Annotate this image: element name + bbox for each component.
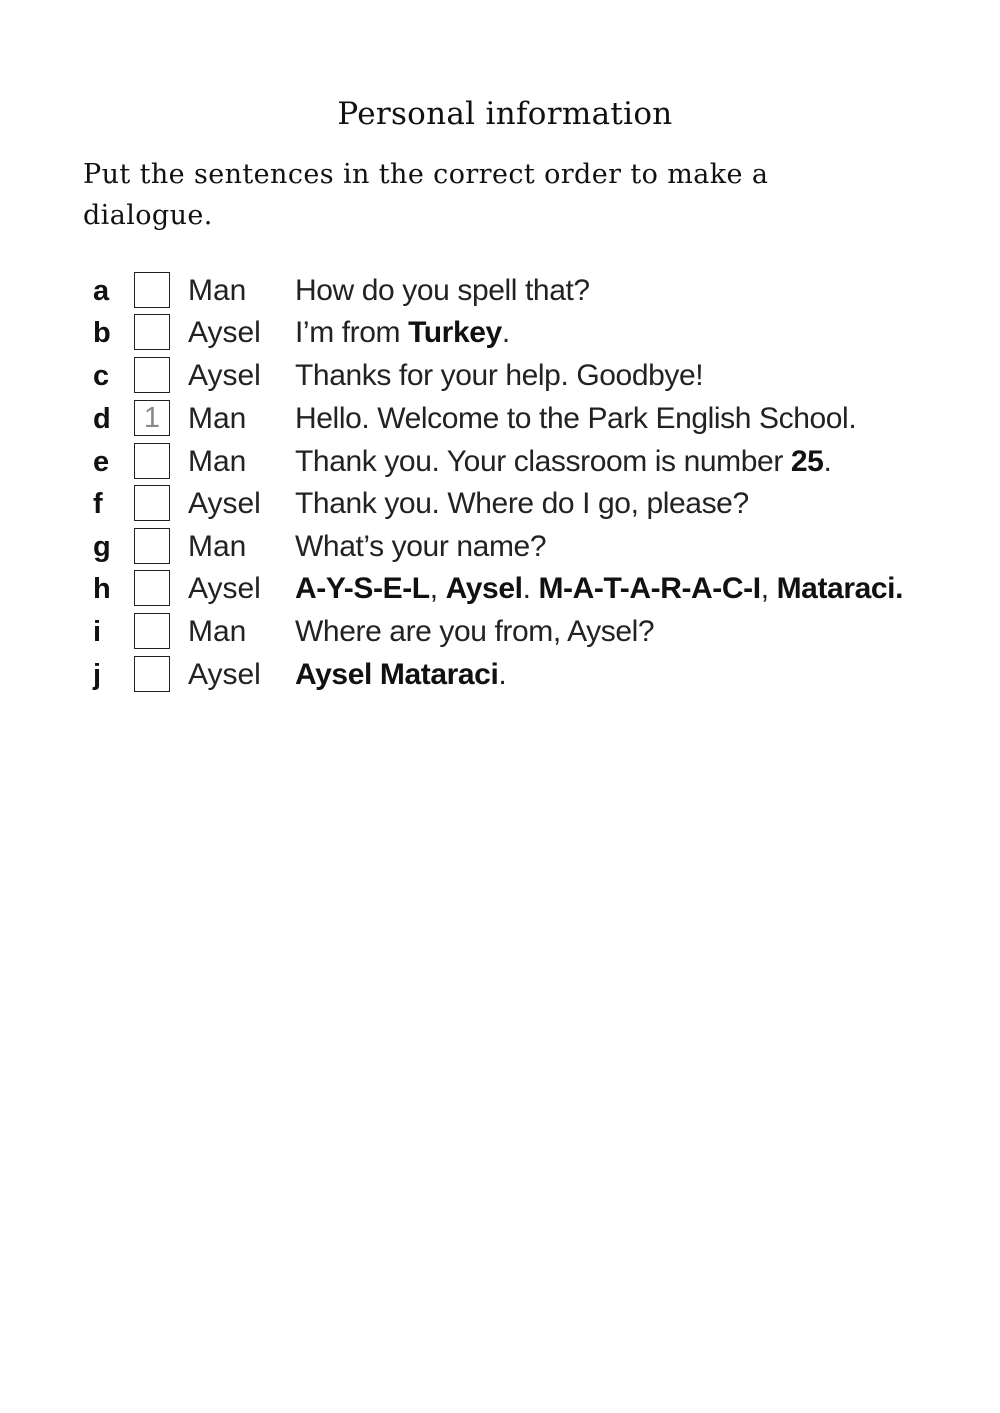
dialogue-row [0, 441, 1000, 483]
answer-box[interactable] [134, 528, 170, 564]
speaker-name: Aysel [188, 487, 261, 520]
speaker-name: Man [188, 445, 247, 478]
dialogue-line [295, 273, 590, 309]
line-text: . [501, 316, 510, 349]
row-letter: a [93, 275, 110, 307]
bold-text: Mataraci. [776, 572, 904, 605]
line-text: Thanks for your help. Goodbye! [295, 359, 704, 392]
line-text: Where are you from, Aysel? [295, 615, 655, 648]
dialogue-line [295, 358, 703, 394]
line-text: . [498, 658, 507, 691]
row-letter: e [93, 446, 110, 478]
dialogue-row [0, 654, 1000, 696]
row-letter: i [93, 616, 102, 648]
dialogue-row [0, 611, 1000, 653]
line-text: , [760, 572, 777, 605]
row-letter: d [93, 403, 111, 435]
line-text: I’m from [295, 316, 409, 349]
bold-text: M-A-T-A-R-A-C-I [538, 572, 761, 605]
speaker-name: Man [188, 274, 247, 307]
answer-box[interactable] [134, 357, 170, 393]
dialogue-line [295, 401, 856, 437]
answer-box[interactable] [134, 613, 170, 649]
line-text: . [823, 445, 832, 478]
answer-box[interactable] [134, 314, 170, 350]
row-letter: f [93, 488, 103, 520]
row-letter: h [93, 573, 111, 605]
speaker-name: Aysel [188, 359, 261, 392]
line-text: . [522, 572, 539, 605]
answer-box[interactable] [134, 570, 170, 606]
dialogue-row [0, 483, 1000, 525]
speaker-name: Aysel [188, 316, 261, 349]
dialogue-row [0, 312, 1000, 354]
bold-text: 25 [790, 445, 824, 478]
bold-text: Aysel [445, 572, 523, 605]
row-letter: c [93, 360, 110, 392]
dialogue-line [295, 315, 510, 351]
speaker-name: Aysel [188, 658, 261, 691]
dialogue-line [295, 571, 903, 607]
dialogue-line [295, 614, 654, 650]
row-letter: b [93, 317, 111, 349]
line-text: How do you spell that? [295, 274, 590, 307]
speaker-name: Man [188, 615, 247, 648]
dialogue-row [0, 568, 1000, 610]
instructions: Put the sentences in the correct order to make a dialogue. [83, 159, 769, 231]
answer-box[interactable] [134, 485, 170, 521]
bold-text: Turkey [408, 316, 502, 349]
line-text: , [429, 572, 446, 605]
dialogue-row [0, 270, 1000, 312]
dialogue-line [295, 657, 506, 693]
dialogue-line [295, 444, 831, 480]
dialogue-line [295, 529, 546, 565]
speaker-name: Man [188, 530, 247, 563]
answer-box[interactable] [134, 272, 170, 308]
page-title: Personal information [337, 96, 673, 132]
row-letter: j [93, 659, 102, 691]
bold-text: Aysel Mataraci [295, 658, 499, 691]
row-letter: g [93, 531, 111, 563]
answer-box[interactable] [134, 656, 170, 692]
bold-text: A-Y-S-E-L [295, 572, 430, 605]
line-text: Hello. Welcome to the Park English School. [295, 402, 857, 435]
dialogue-row [0, 355, 1000, 397]
line-text: Thank you. Your classroom is number [295, 445, 791, 478]
speaker-name: Aysel [188, 572, 261, 605]
dialogue-line [295, 486, 749, 522]
line-text: Thank you. Where do I go, please? [295, 487, 749, 520]
line-text: What’s your name? [295, 530, 547, 563]
answer-box[interactable]: 1 [134, 400, 170, 436]
speaker-name: Man [188, 402, 247, 435]
answer-box[interactable] [134, 443, 170, 479]
dialogue-row [0, 398, 1000, 440]
dialogue-row [0, 526, 1000, 568]
